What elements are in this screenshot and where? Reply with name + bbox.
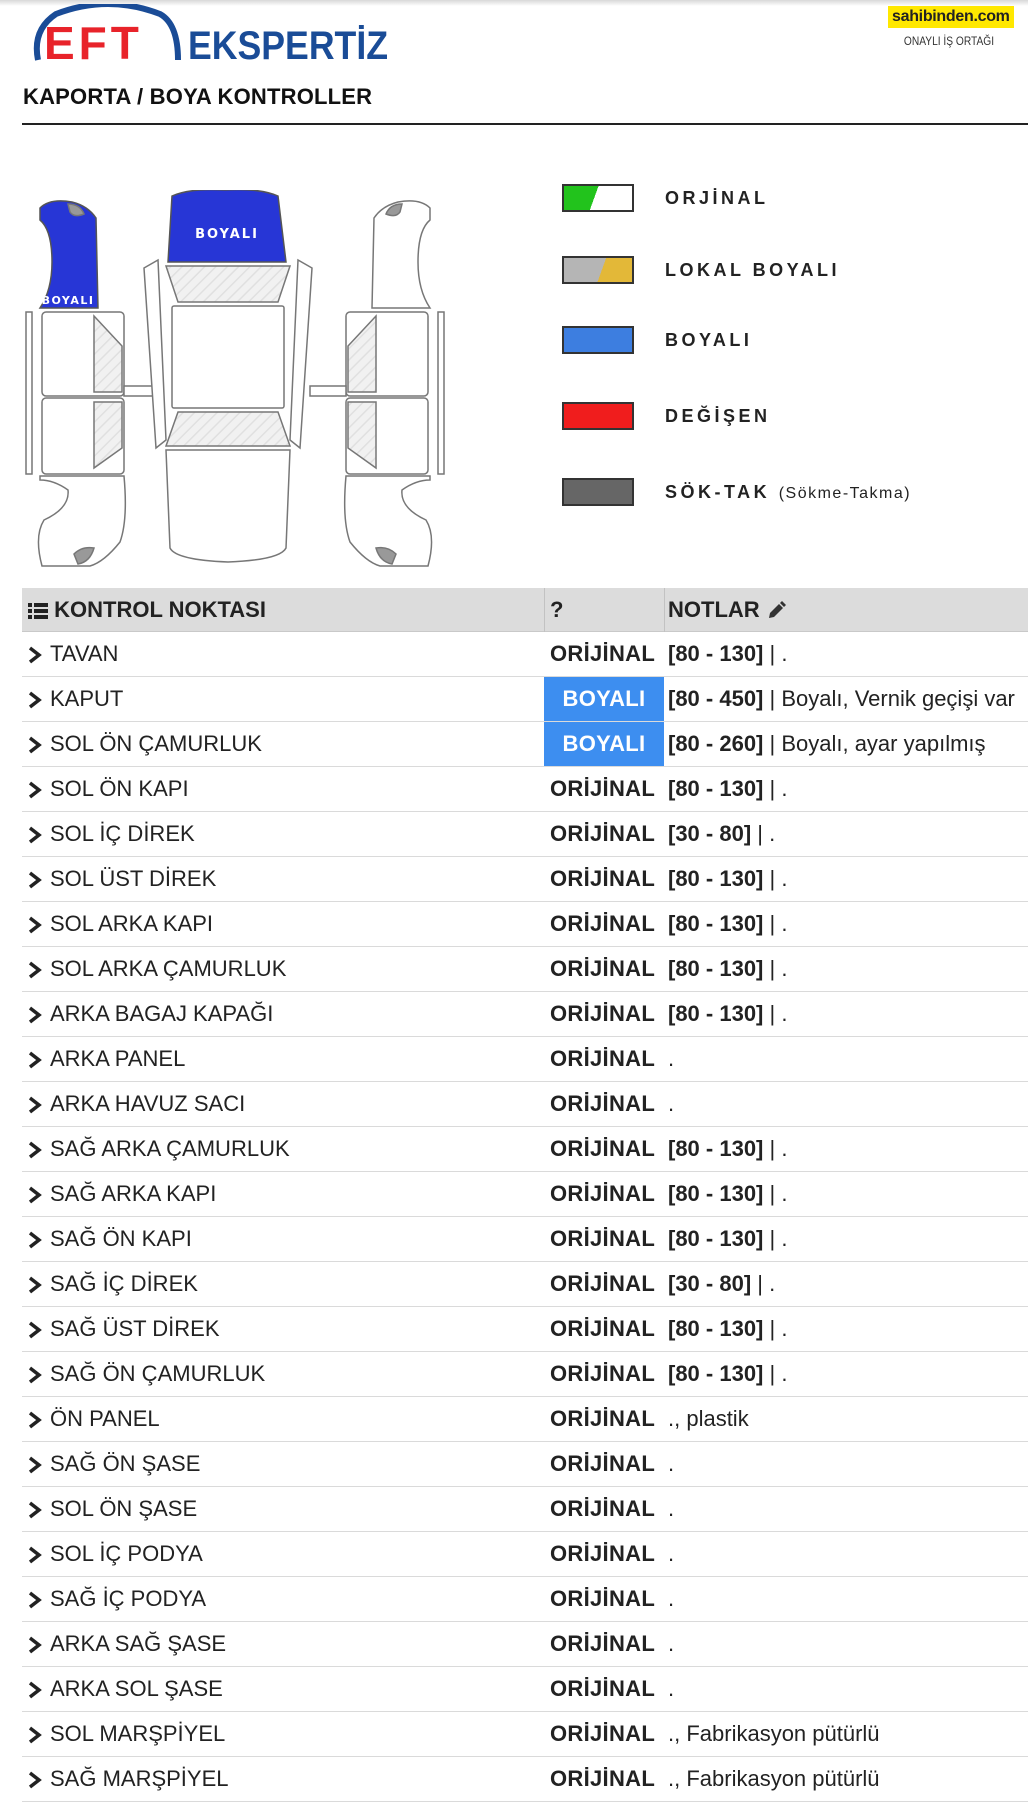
row-name: SOL ÖN ŞASE xyxy=(50,1496,198,1521)
cell-notlar xyxy=(668,677,1028,721)
row-name: ÖN PANEL xyxy=(50,1406,160,1431)
cell-kontrol-noktasi xyxy=(22,1127,544,1171)
legend-label-sok-tak xyxy=(665,482,911,503)
cell-kontrol-noktasi xyxy=(22,1667,544,1711)
thickness-range: [30 - 80] xyxy=(668,1271,752,1296)
table-row[interactable] xyxy=(22,1712,1028,1757)
status-badge: ORİJİNAL xyxy=(550,1271,656,1296)
status-badge: ORİJİNAL xyxy=(550,1001,656,1026)
note-text: | . xyxy=(751,1271,776,1296)
cell-notlar xyxy=(668,857,1028,901)
status-badge: ORİJİNAL xyxy=(550,821,656,846)
cell-kontrol-noktasi xyxy=(22,947,544,991)
partner-subtitle: ONAYLI İŞ ORTAĞI xyxy=(903,34,995,48)
note-text: . xyxy=(668,1541,675,1566)
cell-notlar xyxy=(668,1757,1028,1801)
pencil-icon xyxy=(766,601,786,621)
status-badge: ORİJİNAL xyxy=(550,1496,656,1521)
cell-kontrol-noktasi xyxy=(22,1442,544,1486)
thickness-range: [80 - 130] xyxy=(668,911,764,936)
logo-text-ekspertiz: EKSPERTİZ xyxy=(188,24,388,64)
cell-notlar xyxy=(668,1262,1028,1306)
partner-badge[interactable]: sahibinden.com xyxy=(888,6,1014,28)
legend-label-boyali: BOYALI xyxy=(665,330,753,350)
cell-kontrol-noktasi xyxy=(22,857,544,901)
cell-kontrol-noktasi xyxy=(22,1172,544,1216)
row-name: SAĞ İÇ DİREK xyxy=(50,1271,198,1296)
note-text: . xyxy=(668,1451,675,1476)
cell-kontrol-noktasi xyxy=(22,812,544,856)
thickness-range: [80 - 130] xyxy=(668,956,764,981)
row-name: SOL ARKA KAPI xyxy=(50,911,214,936)
note-text: | . xyxy=(763,1181,788,1206)
note-text: | . xyxy=(763,1316,788,1341)
table-row[interactable] xyxy=(22,1037,1028,1082)
trunk-lid[interactable] xyxy=(166,450,290,562)
hood-status-label: BOYALI xyxy=(195,227,259,242)
rear-window xyxy=(166,412,290,446)
thickness-range: [80 - 130] xyxy=(668,1316,764,1341)
legend-item-orjinal xyxy=(560,184,1028,212)
note-text: | . xyxy=(763,1136,788,1161)
status-badge: BOYALI xyxy=(544,677,664,721)
row-name: ARKA BAGAJ KAPAĞI xyxy=(50,1001,274,1026)
windshield xyxy=(166,266,290,302)
cell-notlar xyxy=(668,1082,1028,1126)
status-badge: ORİJİNAL xyxy=(550,1766,656,1791)
note-text: ., plastik xyxy=(668,1406,749,1431)
row-name: ARKA SOL ŞASE xyxy=(50,1676,223,1701)
row-name: SAĞ ÜST DİREK xyxy=(50,1316,220,1341)
status-badge: BOYALI xyxy=(544,722,664,766)
note-text: . xyxy=(668,1631,675,1656)
legend-item-boyali xyxy=(560,326,1028,354)
cell-notlar xyxy=(668,1442,1028,1486)
table-row[interactable] xyxy=(22,857,1028,902)
cell-notlar xyxy=(668,947,1028,991)
cell-kontrol-noktasi xyxy=(22,1307,544,1351)
cell-notlar xyxy=(668,902,1028,946)
cell-kontrol-noktasi xyxy=(22,1217,544,1261)
cell-kontrol-noktasi xyxy=(22,1532,544,1576)
note-text: | Boyalı, Vernik geçişi var xyxy=(763,686,1015,711)
note-text: | . xyxy=(763,1001,788,1026)
list-icon xyxy=(28,602,48,620)
chevron-right-icon xyxy=(28,1636,42,1654)
column-header-notlar[interactable] xyxy=(668,588,786,632)
legend-item-degisen xyxy=(560,402,1028,430)
cell-notlar xyxy=(668,1577,1028,1621)
row-name: SAĞ MARŞPİYEL xyxy=(50,1766,229,1791)
cell-notlar xyxy=(668,812,1028,856)
thickness-range: [80 - 260] xyxy=(668,731,764,756)
status-badge: ORİJİNAL xyxy=(550,1091,656,1116)
row-name: KAPUT xyxy=(50,686,124,711)
table-row[interactable] xyxy=(22,1532,1028,1577)
chevron-right-icon xyxy=(28,961,42,979)
chevron-right-icon xyxy=(28,1141,42,1159)
note-text: ., Fabrikasyon pütürlü xyxy=(668,1766,880,1791)
row-name: SOL ÜST DİREK xyxy=(50,866,217,891)
legend-label-orjinal: ORJİNAL xyxy=(665,188,769,208)
row-name: SAĞ İÇ PODYA xyxy=(50,1586,207,1611)
column-header-label-notlar: NOTLAR xyxy=(668,597,760,622)
table-row[interactable] xyxy=(22,1262,1028,1307)
status-badge: ORİJİNAL xyxy=(550,1361,656,1386)
table-row[interactable] xyxy=(22,992,1028,1037)
thickness-range: [80 - 130] xyxy=(668,1136,764,1161)
row-name: SOL İÇ DİREK xyxy=(50,821,195,846)
cell-notlar xyxy=(668,1172,1028,1216)
eft-ekspertiz-logo xyxy=(28,4,398,64)
table-row[interactable] xyxy=(22,1622,1028,1667)
chevron-right-icon xyxy=(28,826,42,844)
column-header-label-kontrol: KONTROL NOKTASI xyxy=(54,597,266,622)
status-badge: ORİJİNAL xyxy=(550,1586,656,1611)
legend-swatch-boyali xyxy=(562,326,634,354)
cell-kontrol-noktasi xyxy=(22,1352,544,1396)
status-badge: ORİJİNAL xyxy=(550,641,656,666)
status-badge: ORİJİNAL xyxy=(550,1406,656,1431)
cell-kontrol-noktasi xyxy=(22,1757,544,1801)
row-name: SAĞ ARKA KAPI xyxy=(50,1181,217,1206)
row-name: SOL İÇ PODYA xyxy=(50,1541,203,1566)
row-name: ARKA PANEL xyxy=(50,1046,186,1071)
table-row[interactable] xyxy=(22,812,1028,857)
column-header-kontrol-noktasi[interactable] xyxy=(28,588,266,632)
table-row[interactable] xyxy=(22,902,1028,947)
row-name: SAĞ ÖN KAPI xyxy=(50,1226,192,1251)
table-row[interactable] xyxy=(22,1307,1028,1352)
note-text: | . xyxy=(763,1361,788,1386)
chevron-right-icon xyxy=(28,1006,42,1024)
note-text: . xyxy=(668,1496,675,1521)
legend-item-sok-tak xyxy=(560,478,1028,506)
cell-notlar xyxy=(668,1532,1028,1576)
cell-notlar xyxy=(668,632,1028,676)
row-name: SOL ÖN ÇAMURLUK xyxy=(50,731,262,756)
legend-label-degisen: DEĞİŞEN xyxy=(665,406,771,426)
cell-kontrol-noktasi xyxy=(22,1622,544,1666)
note-text: | . xyxy=(763,641,788,666)
chevron-right-icon xyxy=(28,1231,42,1249)
legend-swatch-degisen xyxy=(562,402,634,430)
row-name: ARKA HAVUZ SACI xyxy=(50,1091,246,1116)
chevron-right-icon xyxy=(28,781,42,799)
legend-swatch-lokal-boyali xyxy=(562,256,634,284)
status-badge: ORİJİNAL xyxy=(550,1676,656,1701)
right-a-pillar xyxy=(290,260,312,448)
cell-notlar xyxy=(668,767,1028,811)
chevron-right-icon xyxy=(28,1726,42,1744)
cell-kontrol-noktasi xyxy=(22,1262,544,1306)
status-badge: ORİJİNAL xyxy=(550,1541,656,1566)
note-text: | . xyxy=(763,1226,788,1251)
roof[interactable] xyxy=(172,306,284,408)
table-row[interactable] xyxy=(22,722,1028,767)
thickness-range: [80 - 130] xyxy=(668,1181,764,1206)
cell-kontrol-noktasi xyxy=(22,1397,544,1441)
cell-kontrol-noktasi xyxy=(22,1037,544,1081)
status-badge: ORİJİNAL xyxy=(550,1046,656,1071)
note-text: ., Fabrikasyon pütürlü xyxy=(668,1721,880,1746)
table-row[interactable] xyxy=(22,1667,1028,1712)
status-badge: ORİJİNAL xyxy=(550,1181,656,1206)
row-name: ARKA SAĞ ŞASE xyxy=(50,1631,227,1656)
table-row[interactable] xyxy=(22,1352,1028,1397)
note-text: . xyxy=(668,1046,675,1071)
cell-kontrol-noktasi xyxy=(22,677,544,721)
thickness-range: [80 - 130] xyxy=(668,866,764,891)
note-text: . xyxy=(668,1676,675,1701)
cell-kontrol-noktasi xyxy=(22,1577,544,1621)
cell-kontrol-noktasi xyxy=(22,1487,544,1531)
left-front-fender[interactable] xyxy=(40,201,98,308)
table-body xyxy=(22,632,1028,1802)
car-damage-diagram xyxy=(20,190,500,570)
status-badge: ORİJİNAL xyxy=(550,1451,656,1476)
row-name: SOL MARŞPİYEL xyxy=(50,1721,226,1746)
chevron-right-icon xyxy=(28,1681,42,1699)
status-badge: ORİJİNAL xyxy=(550,911,656,936)
note-text: | Boyalı, ayar yapılmış xyxy=(763,731,986,756)
chevron-right-icon xyxy=(28,691,42,709)
chevron-right-icon xyxy=(28,1276,42,1294)
status-badge: ORİJİNAL xyxy=(550,956,656,981)
right-front-fender[interactable] xyxy=(372,201,430,308)
chevron-right-icon xyxy=(28,1501,42,1519)
legend-swatch-sok-tak xyxy=(562,478,634,506)
table-row[interactable] xyxy=(22,1577,1028,1622)
chevron-right-icon xyxy=(28,871,42,889)
legend-label-lokal-boyali: LOKAL BOYALI xyxy=(665,260,841,280)
chevron-right-icon xyxy=(28,1096,42,1114)
thickness-range: [80 - 130] xyxy=(668,776,764,801)
section-divider xyxy=(22,123,1028,125)
status-badge: ORİJİNAL xyxy=(550,1226,656,1251)
note-text: | . xyxy=(763,956,788,981)
row-name: SAĞ ÖN ŞASE xyxy=(50,1451,201,1476)
status-badge: ORİJİNAL xyxy=(550,1316,656,1341)
status-badge: ORİJİNAL xyxy=(550,1136,656,1161)
cell-notlar xyxy=(668,722,1028,766)
partner-badge-block xyxy=(888,6,1010,48)
table-header xyxy=(22,588,1028,632)
header-divider xyxy=(544,588,545,632)
status-badge: ORİJİNAL xyxy=(550,1721,656,1746)
chevron-right-icon xyxy=(28,1321,42,1339)
row-name: SOL ARKA ÇAMURLUK xyxy=(50,956,287,981)
status-badge: ORİJİNAL xyxy=(550,866,656,891)
table-row[interactable] xyxy=(22,1127,1028,1172)
cell-notlar xyxy=(668,1487,1028,1531)
right-sill xyxy=(438,312,444,474)
thickness-range: [80 - 130] xyxy=(668,1001,764,1026)
cell-notlar xyxy=(668,1712,1028,1756)
note-text: | . xyxy=(763,866,788,891)
row-name: SAĞ ÖN ÇAMURLUK xyxy=(50,1361,266,1386)
cell-notlar xyxy=(668,1622,1028,1666)
note-text: | . xyxy=(763,776,788,801)
column-header-status[interactable]: ? xyxy=(550,597,564,622)
thickness-range: [80 - 130] xyxy=(668,1361,764,1386)
table-row[interactable] xyxy=(22,1442,1028,1487)
table-row[interactable] xyxy=(22,1397,1028,1442)
chevron-right-icon xyxy=(28,1546,42,1564)
cell-notlar xyxy=(668,1037,1028,1081)
chevron-right-icon xyxy=(28,916,42,934)
cell-kontrol-noktasi xyxy=(22,632,544,676)
status-badge: ORİJİNAL xyxy=(550,1631,656,1656)
inspection-table xyxy=(22,588,1028,1802)
cell-notlar xyxy=(668,1307,1028,1351)
cell-notlar xyxy=(668,1217,1028,1261)
table-row[interactable] xyxy=(22,1217,1028,1262)
hood[interactable] xyxy=(168,190,286,262)
chevron-right-icon xyxy=(28,1186,42,1204)
thickness-range: [30 - 80] xyxy=(668,821,752,846)
note-text: . xyxy=(668,1586,675,1611)
row-name: SAĞ ARKA ÇAMURLUK xyxy=(50,1136,290,1161)
cell-kontrol-noktasi xyxy=(22,722,544,766)
table-row[interactable] xyxy=(22,677,1028,722)
chevron-right-icon xyxy=(28,1051,42,1069)
left-a-pillar xyxy=(144,260,166,448)
chevron-right-icon xyxy=(28,736,42,754)
right-mirror xyxy=(310,386,346,396)
cell-notlar xyxy=(668,1127,1028,1171)
status-badge: ORİJİNAL xyxy=(550,776,656,801)
left-sill xyxy=(26,312,32,474)
legend-item-lokal-boyali xyxy=(560,256,1028,284)
cell-kontrol-noktasi xyxy=(22,992,544,1036)
left-fender-status-label: BOYALI xyxy=(41,294,95,307)
legend-label-sok-tak-main: SÖK-TAK xyxy=(665,482,771,502)
header-divider xyxy=(664,588,665,632)
table-row[interactable] xyxy=(22,1487,1028,1532)
section-title: KAPORTA / BOYA KONTROLLER xyxy=(23,84,373,109)
cell-kontrol-noktasi xyxy=(22,767,544,811)
chevron-right-icon xyxy=(28,1366,42,1384)
cell-kontrol-noktasi xyxy=(22,1712,544,1756)
row-name: TAVAN xyxy=(50,641,119,666)
chevron-right-icon xyxy=(28,1771,42,1789)
table-row[interactable] xyxy=(22,1757,1028,1802)
cell-notlar xyxy=(668,1352,1028,1396)
table-row[interactable] xyxy=(22,1172,1028,1217)
chevron-right-icon xyxy=(28,1411,42,1429)
note-text: . xyxy=(668,1091,675,1116)
thickness-range: [80 - 450] xyxy=(668,686,764,711)
cell-notlar xyxy=(668,1667,1028,1711)
chevron-right-icon xyxy=(28,1591,42,1609)
note-text: | . xyxy=(763,911,788,936)
table-row[interactable] xyxy=(22,947,1028,992)
cell-notlar xyxy=(668,1397,1028,1441)
note-text: | . xyxy=(751,821,776,846)
chevron-right-icon xyxy=(28,646,42,664)
table-row[interactable] xyxy=(22,1082,1028,1127)
table-row[interactable] xyxy=(22,767,1028,812)
cell-kontrol-noktasi xyxy=(22,902,544,946)
row-name: SOL ÖN KAPI xyxy=(50,776,189,801)
chevron-right-icon xyxy=(28,1456,42,1474)
table-row[interactable] xyxy=(22,632,1028,677)
logo-text-eft: EFT xyxy=(44,17,143,64)
legend-swatch-orjinal xyxy=(562,184,634,212)
cell-notlar xyxy=(668,992,1028,1036)
cell-kontrol-noktasi xyxy=(22,1082,544,1126)
thickness-range: [80 - 130] xyxy=(668,641,764,666)
thickness-range: [80 - 130] xyxy=(668,1226,764,1251)
legend-label-sok-tak-sub: (Sökme-Takma) xyxy=(778,485,912,502)
